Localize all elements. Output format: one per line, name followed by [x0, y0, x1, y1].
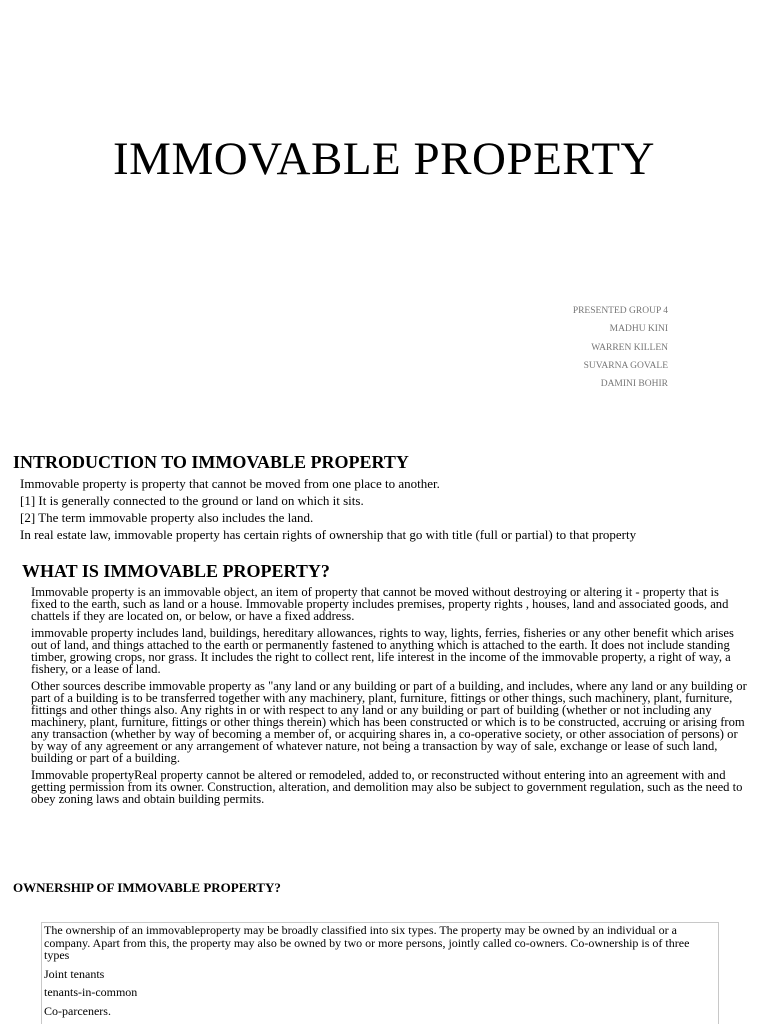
what-paragraph: immovable property includes land, buildings, hereditary allowances, rights to way, lights, ferries, fisheries or any other benefit which arises out of land, and things attached to the earth or permanently fastened to anything which is attached to the earth. It does not include standing timber, growing crops, nor grass. It includes the right to collect rent, life interest in the income of the immovable property, a right of way, a fishery, or a lease of land. [31, 626, 734, 676]
what-heading: WHAT IS IMMOVABLE PROPERTY? [22, 561, 330, 581]
ownership-type-item: Co-parceners. [44, 1003, 111, 1018]
presenter-name: MADHU KINI [609, 324, 668, 335]
presenter-name: SUVARNA GOVALE [583, 360, 668, 371]
ownership-type-item: tenants-in-common [44, 985, 138, 1000]
ownership-intro: The ownership of an immovableproperty may be broadly classified into six types. The property may be owned by an individual or a company. Apart from this, the property may also be owned by two or more persons, jointly called co-owners. Co-ownership is of three types [44, 923, 690, 963]
what-paragraph: Immovable propertyReal property cannot be altered or remodeled, added to, or reconstructed without entering into an agreement with and getting permission from its owner. Construction, alteration, and demolition may also be subject to government regulation, such as the need to obey zoning laws and obtain building permits. [31, 768, 743, 806]
presenter-group-label: PRESENTED GROUP 4 [572, 306, 668, 316]
page-title: IMMOVABLE PROPERTY [113, 133, 655, 185]
intro-line: Immovable property is property that cannot be moved from one place to another. [20, 476, 440, 491]
presenters-list [368, 302, 668, 393]
ownership-type-item: Joint tenants [44, 966, 105, 981]
presenter-name: WARREN KILLEN [591, 342, 668, 353]
ownership-heading: OWNERSHIP OF IMMOVABLE PROPERTY? [13, 880, 281, 895]
what-paragraph: Other sources describe immovable property as "any land or any building or part of a building, and includes, where any land or any building or part of a building is to be transferred together with any machinery, plant, furniture, fittings or other things, such machinery, plant, furniture, fittings and other things also. Any rights in or with respect to any land or any building or part of building (whether or not including any machinery, plant, furniture, fittings or other things therein) which has been constructed or which is to be constructed, accruing or arising from any transaction (whether by way of becoming a member of, or acquiring shares in, a co-operative society, or other association of persons) or by way of any agreement or any arrangement of whatever nature, not being a transaction by way of sale, exchange or lease of such land, building or part of a building. [31, 679, 747, 765]
what-paragraph: Immovable property is an immovable object, an item of property that cannot be moved without destroying or altering it - property that is fixed to the earth, such as land or a house. Immovable property includes premises, property rights , houses, land and associated goods, and chattels if they are located on, or below, or have a fixed address. [31, 585, 729, 623]
presenter-name: DAMINI BOHIR [600, 379, 668, 390]
intro-line: In real estate law, immovable property has certain rights of ownership that go with title (full or partial) to that property [20, 527, 637, 542]
intro-line: [1] It is generally connected to the ground or land on which it sits. [20, 493, 364, 508]
intro-line: [2] The term immovable property also includes the land. [20, 510, 314, 525]
intro-heading: INTRODUCTION TO IMMOVABLE PROPERTY [13, 452, 409, 472]
ownership-text-box [41, 922, 719, 1024]
what-section [31, 586, 747, 810]
intro-section [20, 475, 750, 543]
